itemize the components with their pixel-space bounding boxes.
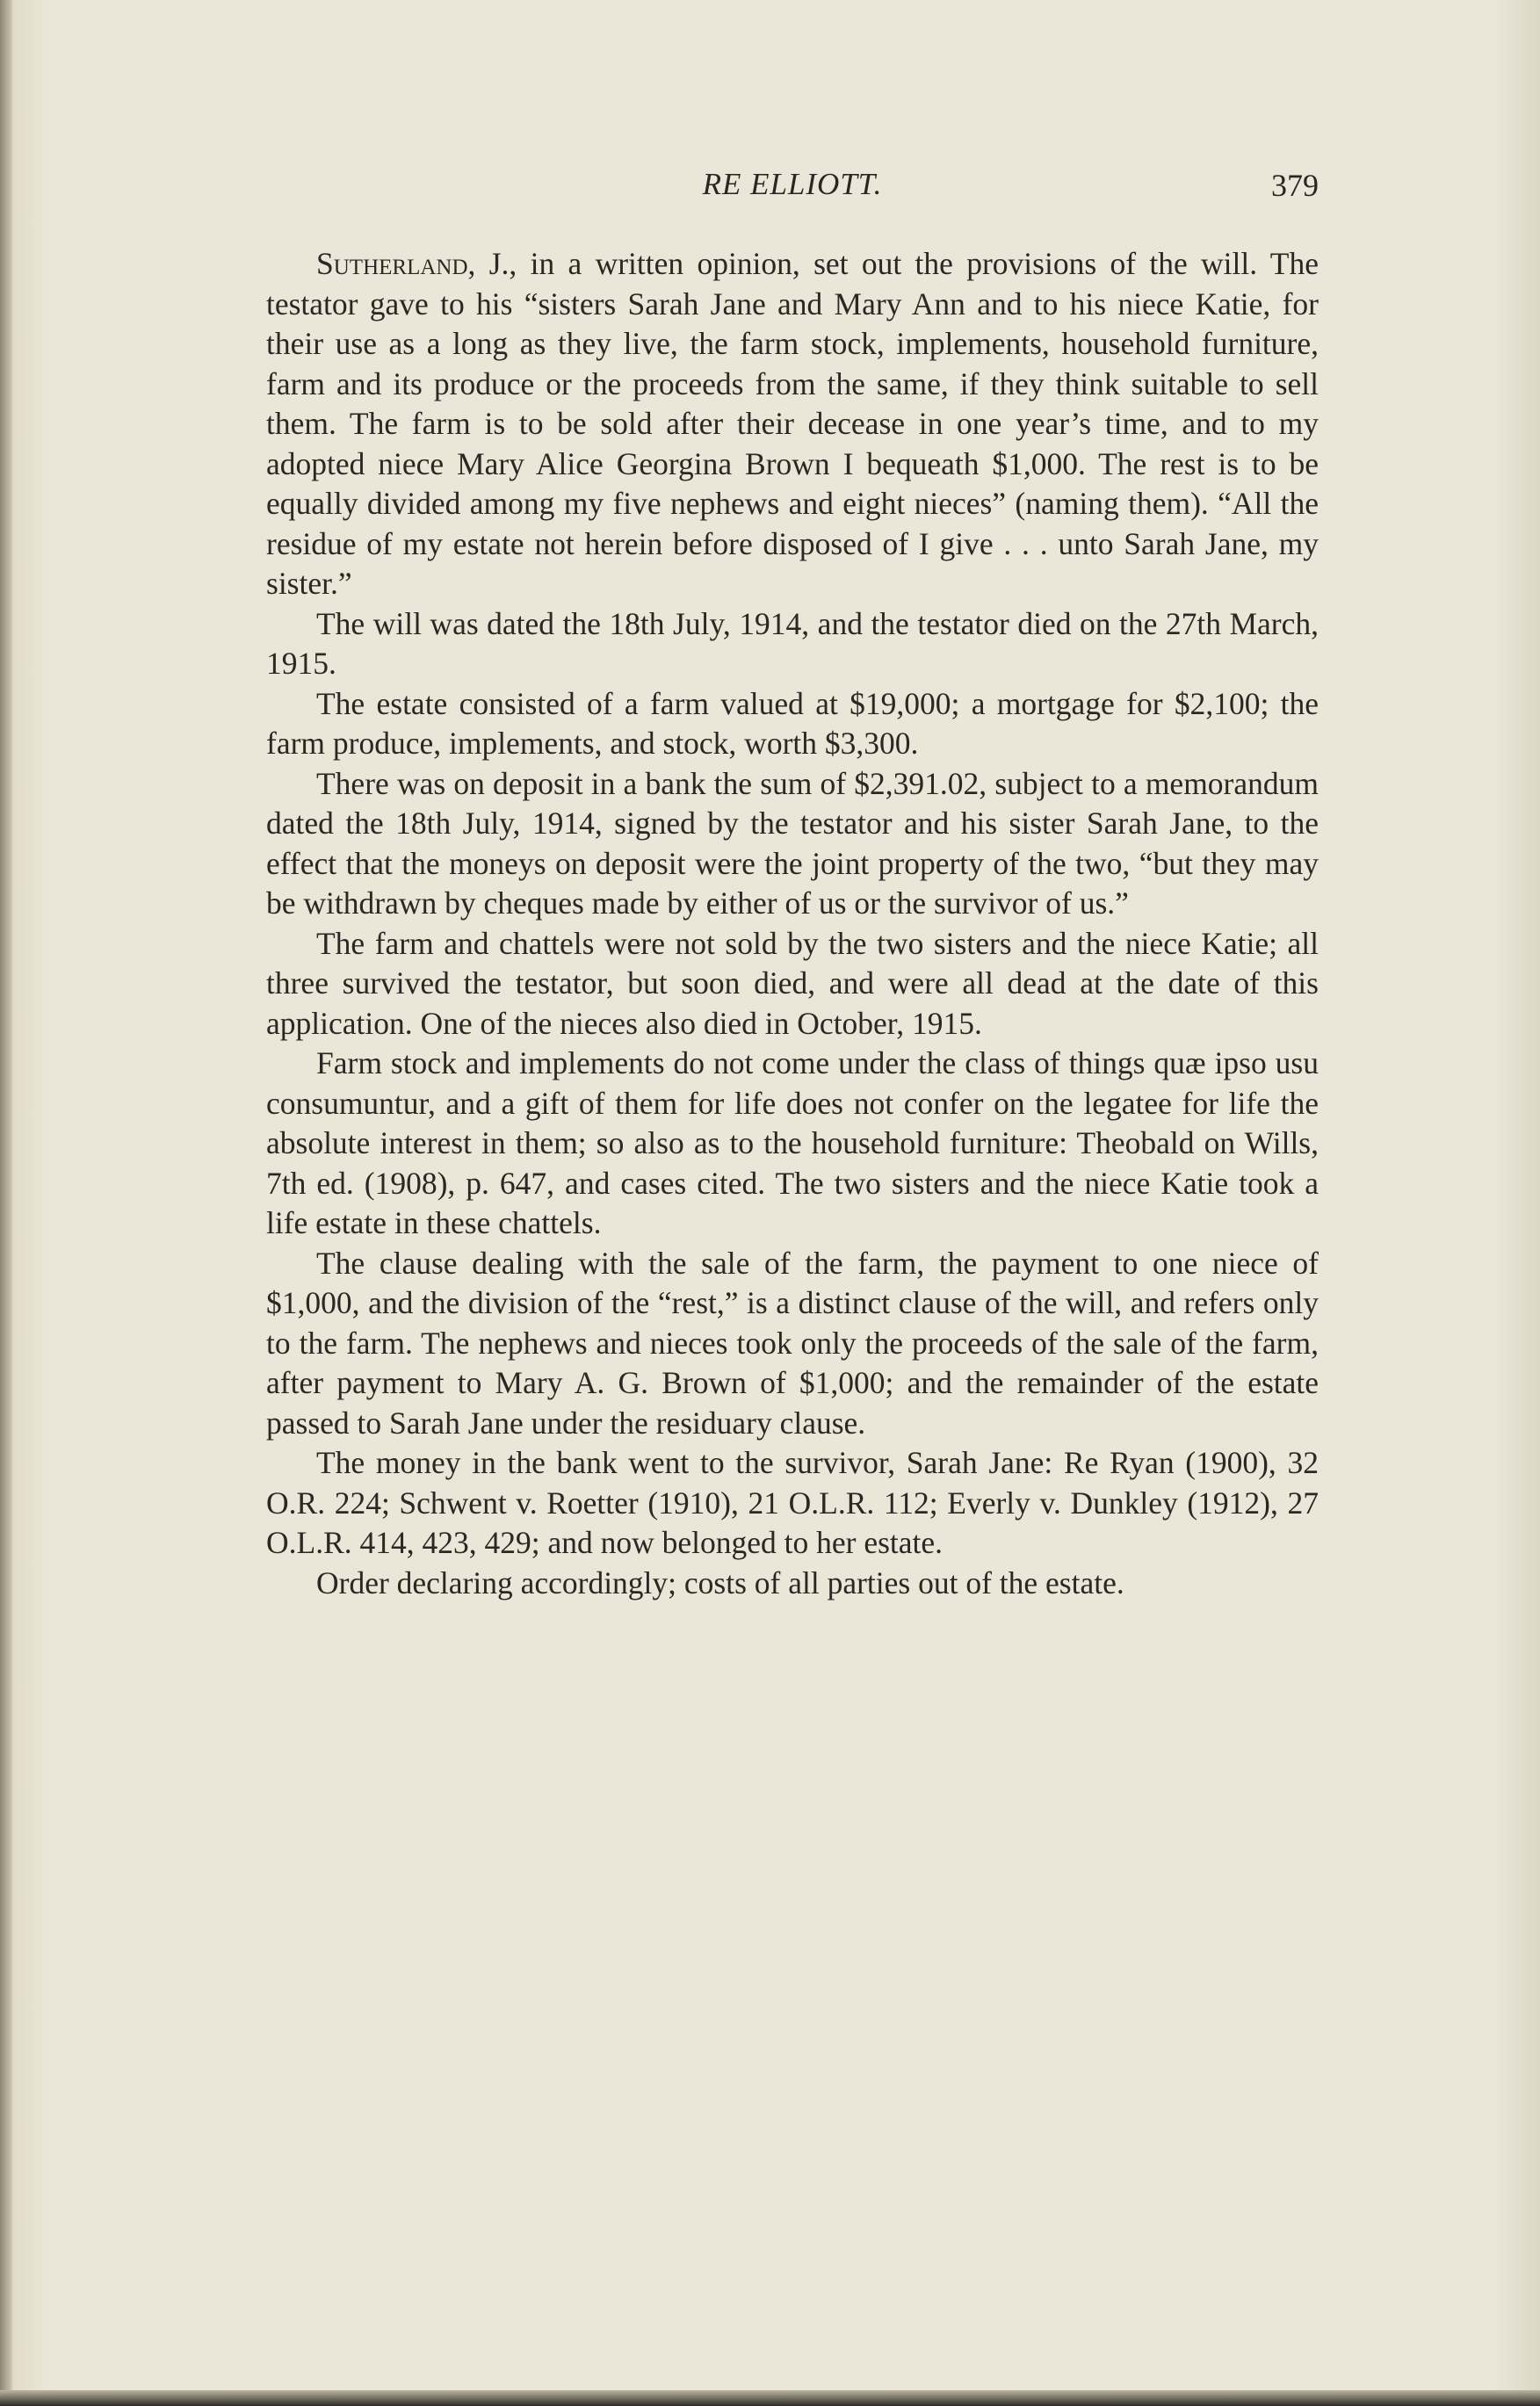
- paragraph-4: There was on deposit in a bank the sum of $2,391.02, subject to a memorandum dated the 18th July, 1914, signed by the testator and his sister Sarah Jane, to the effect that the moneys on deposit were the joint property of the two, “but they may be withdrawn by cheques made by either of us or the survivor of us.”: [266, 765, 1319, 921]
- page-number: 379: [1271, 168, 1319, 203]
- judge-name: Sutherland: [316, 246, 468, 281]
- paragraph-6: Farm stock and implements do not come under the class of things quæ ipso usu consumuntur, and a gift of them for life does not confer on the legatee for life the absolute interest in them; so also as to the household furniture: Theobald on Wills, 7th ed. (1908), p. 647, and cases cited. The two sisters and the niece Katie took a life estate in these chattels.: [266, 1045, 1319, 1240]
- page-bottom-edge: [0, 2390, 1540, 2406]
- running-title: RE ELLIOTT.: [702, 167, 883, 201]
- paragraph-7: The clause dealing with the sale of the farm, the payment to one niece of $1,000, and the division of the “rest,” is a distinct clause of the will, and refers only to the farm. The nephews and nieces took only the proceeds of the sale of the farm, after payment to Mary A. G. Brown of $1,000; and the remainder of the estate passed to Sarah Jane under the residuary clause.: [266, 1245, 1319, 1441]
- paragraph-1: [266, 244, 1319, 604]
- binding-gutter: [0, 0, 12, 2406]
- paragraph-2: The will was dated the 18th July, 1914, and the testator died on the 27th March, 1915.: [266, 605, 1319, 681]
- paragraph-3: The estate consisted of a farm valued at $19,000; a mortgage for $2,100; the farm produce, implements, and stock, worth $3,300.: [266, 685, 1319, 761]
- paragraph-1-text: , J., in a written opinion, set out the provisions of the will. The testator gave to his “sisters Sarah Jane and Mary Ann and to his niece Katie, for their use as a long as they live, the farm stock, implements, household furniture, farm and its produce or the proceeds from the same, if they think suitable to sell them. The farm is to be sold after their decease in one year’s time, and to my adopted niece Mary Alice Georgina Brown I bequeath $1,000. The rest is to be equally divided among my five nephews and eight nieces” (naming them). “All the residue of my estate not herein before disposed of I give . . . unto Sarah Jane, my sister.”: [266, 246, 1319, 601]
- body-text: [266, 244, 1319, 1603]
- running-head: [266, 167, 1319, 211]
- paragraph-5: The farm and chattels were not sold by the two sisters and the niece Katie; all three survived the testator, but soon died, and were all dead at the date of this application. One of the nieces also died in October, 1915.: [266, 925, 1319, 1041]
- paragraph-9: Order declaring accordingly; costs of all parties out of the estate.: [316, 1564, 1124, 1600]
- paragraph-8: The money in the bank went to the survivor, Sarah Jane: Re Ryan (1900), 32 O.R. 224; Schwent v. Roetter (1910), 21 O.L.R. 112; Everly v. Dunkley (1912), 27 O.L.R. 414, 423, 429; and now belonged to her estate.: [266, 1445, 1319, 1560]
